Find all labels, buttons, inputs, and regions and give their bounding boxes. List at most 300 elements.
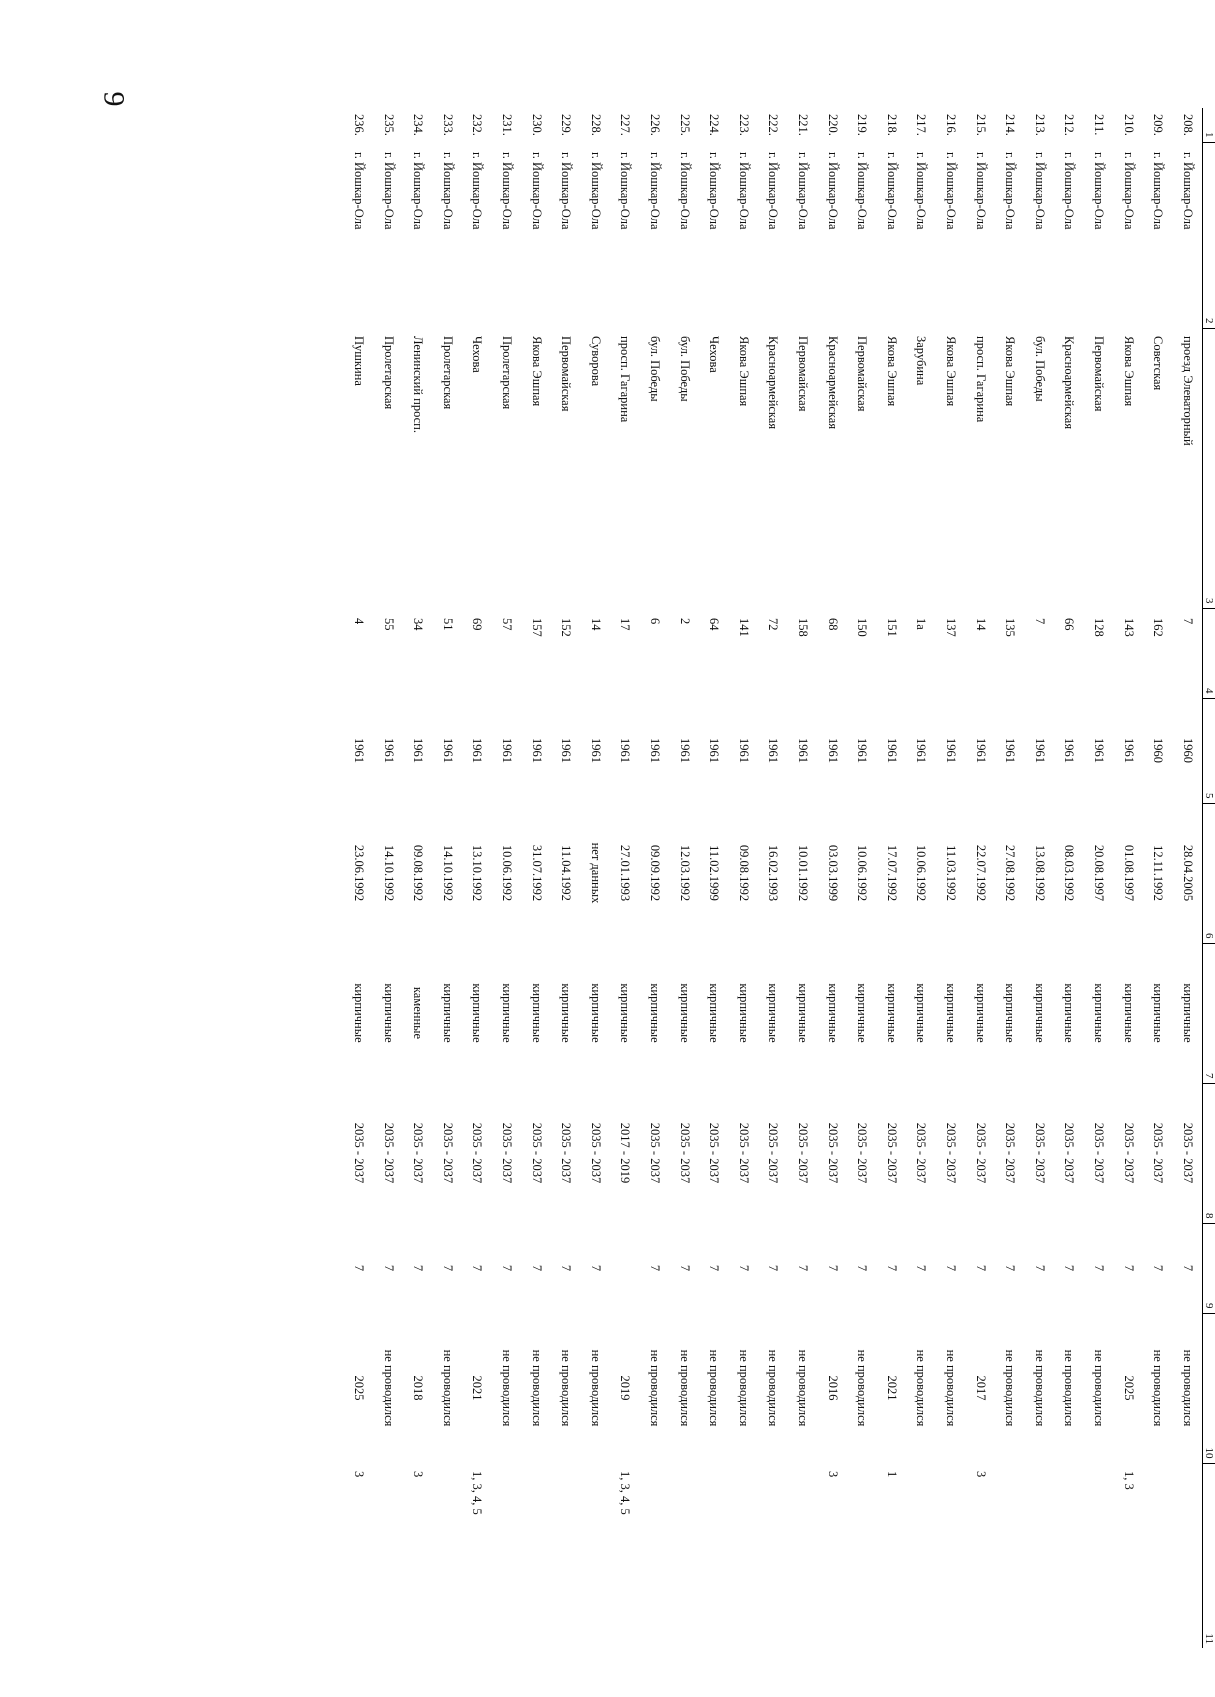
year-built-cell: 1961 bbox=[470, 738, 485, 763]
table-row bbox=[817, 108, 847, 1648]
row-number-cell: 217. bbox=[914, 114, 929, 136]
survey-date-cell: 10.01.1992 bbox=[795, 844, 810, 902]
repair-type-cell: 7 bbox=[914, 1264, 929, 1272]
last-repair-cell: не проводился bbox=[381, 1349, 396, 1427]
row-number-cell: 228. bbox=[588, 114, 603, 136]
wall-material-cell: кирпичные bbox=[736, 983, 751, 1043]
planned-repair-period-cell: 2035 - 2037 bbox=[470, 1122, 485, 1184]
last-repair-cell: не проводился bbox=[648, 1349, 663, 1427]
wall-material-cell: кирпичные bbox=[884, 983, 899, 1043]
last-repair-cell: не проводился bbox=[707, 1349, 722, 1427]
planned-repair-period-cell: 2017 - 2019 bbox=[618, 1122, 633, 1184]
wall-material-cell: кирпичные bbox=[825, 983, 840, 1043]
wall-material-cell: кирпичные bbox=[588, 983, 603, 1043]
street-cell: Зарубина bbox=[914, 336, 929, 386]
city-cell: г. Йошкар-Ола bbox=[618, 152, 633, 230]
house-number-cell: 69 bbox=[470, 618, 485, 631]
street-cell: Первомайская bbox=[855, 336, 870, 412]
year-built-cell: 1961 bbox=[884, 738, 899, 763]
repair-works-cell bbox=[788, 1463, 818, 1648]
table-row bbox=[581, 108, 611, 1648]
row-number-cell: 208. bbox=[1180, 114, 1195, 136]
street-cell: просп. Гагарина bbox=[973, 336, 988, 423]
table-row bbox=[669, 108, 699, 1648]
planned-repair-period-cell: 2035 - 2037 bbox=[1121, 1122, 1136, 1184]
row-number-cell: 213. bbox=[1032, 114, 1047, 136]
repair-type-cell: 7 bbox=[352, 1264, 367, 1272]
repair-works-cell: 3 bbox=[411, 1471, 426, 1478]
column-number-header: 2 bbox=[1203, 142, 1215, 328]
row-number-cell: 234. bbox=[411, 114, 426, 136]
city-cell: г. Йошкар-Ола bbox=[1032, 152, 1047, 230]
wall-material-cell: кирпичные bbox=[943, 983, 958, 1043]
last-repair-cell: 2025 bbox=[1121, 1375, 1136, 1401]
repair-type-cell: 7 bbox=[1032, 1264, 1047, 1272]
city-cell: г. Йошкар-Ола bbox=[795, 152, 810, 230]
last-repair-cell: не проводился bbox=[559, 1349, 574, 1427]
street-cell: Чехова bbox=[470, 336, 485, 373]
repair-works-cell: 3 bbox=[973, 1471, 988, 1478]
repair-type-cell bbox=[610, 1223, 640, 1313]
city-cell: г. Йошкар-Ола bbox=[943, 152, 958, 230]
survey-date-cell: 13.08.1992 bbox=[1032, 844, 1047, 902]
repair-type-cell: 7 bbox=[855, 1264, 870, 1272]
row-number-cell: 219. bbox=[855, 114, 870, 136]
year-built-cell: 1960 bbox=[1151, 738, 1166, 763]
street-cell: Первомайская bbox=[559, 336, 574, 412]
house-number-cell: 7 bbox=[1032, 618, 1047, 625]
row-number-cell: 215. bbox=[973, 114, 988, 136]
house-number-cell: 55 bbox=[381, 618, 396, 631]
repair-works-cell bbox=[729, 1463, 759, 1648]
house-number-cell: 68 bbox=[825, 618, 840, 631]
table-row bbox=[729, 108, 759, 1648]
year-built-cell: 1961 bbox=[500, 738, 515, 763]
year-built-cell: 1961 bbox=[943, 738, 958, 763]
repair-works-cell bbox=[995, 1463, 1025, 1648]
row-number-cell: 226. bbox=[648, 114, 663, 136]
repair-works-cell: 1, 3, 4, 5 bbox=[618, 1471, 633, 1515]
wall-material-cell: кирпичные bbox=[677, 983, 692, 1043]
planned-repair-period-cell: 2035 - 2037 bbox=[500, 1122, 515, 1184]
year-built-cell: 1961 bbox=[352, 738, 367, 763]
city-cell: г. Йошкар-Ола bbox=[736, 152, 751, 230]
house-number-cell: 150 bbox=[855, 618, 870, 637]
wall-material-cell: кирпичные bbox=[470, 983, 485, 1043]
row-number-cell: 216. bbox=[943, 114, 958, 136]
last-repair-cell: не проводился bbox=[736, 1349, 751, 1427]
year-built-cell: 1961 bbox=[707, 738, 722, 763]
wall-material-cell: кирпичные bbox=[440, 983, 455, 1043]
last-repair-cell: 2018 bbox=[411, 1375, 426, 1401]
repair-works-cell bbox=[1024, 1463, 1054, 1648]
last-repair-cell: не проводился bbox=[1151, 1349, 1166, 1427]
last-repair-cell: не проводился bbox=[440, 1349, 455, 1427]
repair-type-cell: 7 bbox=[766, 1264, 781, 1272]
repair-works-cell: 3 bbox=[352, 1471, 367, 1478]
year-built-cell: 1961 bbox=[766, 738, 781, 763]
survey-date-cell: 20.08.1997 bbox=[1091, 844, 1106, 902]
city-cell: г. Йошкар-Ола bbox=[914, 152, 929, 230]
house-number-cell: 162 bbox=[1151, 618, 1166, 637]
repair-works-cell bbox=[1054, 1463, 1084, 1648]
planned-repair-period-cell: 2035 - 2037 bbox=[588, 1122, 603, 1184]
city-cell: г. Йошкар-Ола bbox=[1091, 152, 1106, 230]
housing-registry-table bbox=[344, 108, 1215, 1648]
house-number-cell: 57 bbox=[500, 618, 515, 631]
year-built-cell: 1961 bbox=[736, 738, 751, 763]
table-row bbox=[758, 108, 788, 1648]
street-cell: Пролетарская bbox=[500, 336, 515, 410]
survey-date-cell: 23.06.1992 bbox=[352, 844, 367, 902]
house-number-cell: 128 bbox=[1091, 618, 1106, 637]
street-cell: Якова Эшпая bbox=[1121, 336, 1136, 407]
house-number-cell: 7 bbox=[1180, 618, 1195, 625]
repair-works-cell: 1, 3 bbox=[1121, 1471, 1136, 1490]
planned-repair-period-cell: 2035 - 2037 bbox=[795, 1122, 810, 1184]
repair-works-cell bbox=[433, 1463, 463, 1648]
planned-repair-period-cell: 2035 - 2037 bbox=[352, 1122, 367, 1184]
city-cell: г. Йошкар-Ола bbox=[529, 152, 544, 230]
repair-type-cell: 7 bbox=[707, 1264, 722, 1272]
street-cell: Красноармейская bbox=[825, 336, 840, 430]
year-built-cell: 1961 bbox=[825, 738, 840, 763]
year-built-cell: 1961 bbox=[1121, 738, 1136, 763]
column-number-header: 4 bbox=[1203, 608, 1215, 698]
row-number-cell: 211. bbox=[1091, 114, 1106, 136]
table-row bbox=[699, 108, 729, 1648]
row-number-cell: 233. bbox=[440, 114, 455, 136]
repair-works-cell: 3 bbox=[825, 1471, 840, 1478]
planned-repair-period-cell: 2035 - 2037 bbox=[736, 1122, 751, 1184]
city-cell: г. Йошкар-Ола bbox=[1180, 152, 1195, 230]
column-number-header: 9 bbox=[1203, 1223, 1215, 1313]
repair-works-cell bbox=[551, 1463, 581, 1648]
repair-type-cell: 7 bbox=[529, 1264, 544, 1272]
wall-material-cell: кирпичные bbox=[766, 983, 781, 1043]
survey-date-cell: 16.02.1993 bbox=[766, 844, 781, 902]
house-number-cell: 152 bbox=[559, 618, 574, 637]
house-number-cell: 66 bbox=[1062, 618, 1077, 631]
house-number-cell: 64 bbox=[707, 618, 722, 631]
planned-repair-period-cell: 2035 - 2037 bbox=[381, 1122, 396, 1184]
street-cell: Якова Эшпая bbox=[943, 336, 958, 407]
repair-type-cell: 7 bbox=[1180, 1264, 1195, 1272]
street-cell: Первомайская bbox=[795, 336, 810, 412]
repair-type-cell: 7 bbox=[825, 1264, 840, 1272]
row-number-cell: 218. bbox=[884, 114, 899, 136]
table-row bbox=[876, 108, 906, 1648]
last-repair-cell: не проводился bbox=[855, 1349, 870, 1427]
wall-material-cell: кирпичные bbox=[381, 983, 396, 1043]
repair-works-cell bbox=[640, 1463, 670, 1648]
survey-date-cell: 28.04.2005 bbox=[1180, 844, 1195, 902]
row-number-cell: 225. bbox=[677, 114, 692, 136]
year-built-cell: 1961 bbox=[1003, 738, 1018, 763]
wall-material-cell: кирпичные bbox=[559, 983, 574, 1043]
table-row bbox=[610, 108, 640, 1648]
survey-date-cell: 14.10.1992 bbox=[381, 844, 396, 902]
column-number-header: 5 bbox=[1203, 698, 1215, 803]
street-cell: Якова Эшпая bbox=[529, 336, 544, 407]
repair-type-cell: 7 bbox=[943, 1264, 958, 1272]
planned-repair-period-cell: 2035 - 2037 bbox=[1091, 1122, 1106, 1184]
table-row bbox=[936, 108, 966, 1648]
table-row bbox=[403, 108, 433, 1648]
street-cell: проезд Элеваторный bbox=[1180, 336, 1195, 446]
wall-material-cell: кирпичные bbox=[1032, 983, 1047, 1043]
city-cell: г. Йошкар-Ола bbox=[559, 152, 574, 230]
repair-type-cell: 7 bbox=[440, 1264, 455, 1272]
repair-works-cell bbox=[906, 1463, 936, 1648]
wall-material-cell: кирпичные bbox=[1091, 983, 1106, 1043]
city-cell: г. Йошкар-Ола bbox=[411, 152, 426, 230]
street-cell: Ленинский просп. bbox=[411, 336, 426, 433]
house-number-cell: 14 bbox=[973, 618, 988, 631]
street-cell: Красноармейская bbox=[766, 336, 781, 430]
wall-material-cell: кирпичные bbox=[795, 983, 810, 1043]
row-number-cell: 209. bbox=[1151, 114, 1166, 136]
repair-works-cell bbox=[1084, 1463, 1114, 1648]
planned-repair-period-cell: 2035 - 2037 bbox=[648, 1122, 663, 1184]
house-number-cell: 151 bbox=[884, 618, 899, 637]
street-cell: просп. Гагарина bbox=[618, 336, 633, 423]
wall-material-cell: кирпичные bbox=[914, 983, 929, 1043]
wall-material-cell: кирпичные bbox=[855, 983, 870, 1043]
last-repair-cell: не проводился bbox=[914, 1349, 929, 1427]
street-cell: Якова Эшпая bbox=[884, 336, 899, 407]
planned-repair-period-cell: 2035 - 2037 bbox=[707, 1122, 722, 1184]
year-built-cell: 1961 bbox=[795, 738, 810, 763]
last-repair-cell: не проводился bbox=[1003, 1349, 1018, 1427]
year-built-cell: 1961 bbox=[588, 738, 603, 763]
wall-material-cell: каменные bbox=[411, 986, 426, 1040]
house-number-cell: 158 bbox=[795, 618, 810, 637]
table-row bbox=[1054, 108, 1084, 1648]
city-cell: г. Йошкар-Ола bbox=[470, 152, 485, 230]
repair-works-cell: 1 bbox=[884, 1471, 899, 1478]
survey-date-cell: 14.10.1992 bbox=[440, 844, 455, 902]
city-cell: г. Йошкар-Ола bbox=[1003, 152, 1018, 230]
row-number-cell: 229. bbox=[559, 114, 574, 136]
survey-date-cell: 09.09.1992 bbox=[648, 844, 663, 902]
repair-type-cell: 7 bbox=[1121, 1264, 1136, 1272]
table-row bbox=[373, 108, 403, 1648]
table-row bbox=[965, 108, 995, 1648]
house-number-cell: 141 bbox=[736, 618, 751, 637]
repair-type-cell: 7 bbox=[1151, 1264, 1166, 1272]
repair-type-cell: 7 bbox=[381, 1264, 396, 1272]
planned-repair-period-cell: 2035 - 2037 bbox=[943, 1122, 958, 1184]
table-row bbox=[433, 108, 463, 1648]
table-row bbox=[995, 108, 1025, 1648]
repair-type-cell: 7 bbox=[677, 1264, 692, 1272]
city-cell: г. Йошкар-Ола bbox=[1151, 152, 1166, 230]
column-number-header: 3 bbox=[1203, 328, 1215, 608]
planned-repair-period-cell: 2035 - 2037 bbox=[1032, 1122, 1047, 1184]
house-number-cell: 51 bbox=[440, 618, 455, 631]
survey-date-cell: 22.07.1992 bbox=[973, 844, 988, 902]
row-number-cell: 222. bbox=[766, 114, 781, 136]
repair-type-cell: 7 bbox=[973, 1264, 988, 1272]
year-built-cell: 1961 bbox=[618, 738, 633, 763]
table-row bbox=[906, 108, 936, 1648]
house-number-cell: 135 bbox=[1003, 618, 1018, 637]
house-number-cell: 143 bbox=[1121, 618, 1136, 637]
last-repair-cell: не проводился bbox=[1062, 1349, 1077, 1427]
table-row bbox=[1113, 108, 1143, 1648]
street-cell: Якова Эшпая bbox=[736, 336, 751, 407]
street-cell: Чехова bbox=[707, 336, 722, 373]
table-row bbox=[462, 108, 492, 1648]
year-built-cell: 1961 bbox=[914, 738, 929, 763]
street-cell: Красноармейская bbox=[1062, 336, 1077, 430]
repair-works-cell bbox=[373, 1463, 403, 1648]
street-cell: бул. Победы bbox=[648, 336, 663, 402]
year-built-cell: 1961 bbox=[855, 738, 870, 763]
repair-works-cell bbox=[669, 1463, 699, 1648]
house-number-cell: 2 bbox=[677, 618, 692, 625]
column-number-header: 8 bbox=[1203, 1083, 1215, 1223]
table-row bbox=[344, 108, 374, 1648]
house-number-cell: 17 bbox=[618, 618, 633, 631]
page-number: 9 bbox=[97, 91, 131, 107]
last-repair-cell: не проводился bbox=[943, 1349, 958, 1427]
survey-date-cell: 10.06.1992 bbox=[500, 844, 515, 902]
wall-material-cell: кирпичные bbox=[707, 983, 722, 1043]
city-cell: г. Йошкар-Ола bbox=[440, 152, 455, 230]
last-repair-cell: 2017 bbox=[973, 1375, 988, 1401]
last-repair-cell: 2016 bbox=[825, 1375, 840, 1401]
survey-date-cell: 11.03.1992 bbox=[943, 845, 958, 901]
city-cell: г. Йошкар-Ола bbox=[1062, 152, 1077, 230]
street-cell: бул. Победы bbox=[1032, 336, 1047, 402]
table-row bbox=[1172, 108, 1202, 1648]
year-built-cell: 1961 bbox=[559, 738, 574, 763]
survey-date-cell: 09.08.1992 bbox=[736, 844, 751, 902]
year-built-cell: 1961 bbox=[648, 738, 663, 763]
last-repair-cell: не проводился bbox=[529, 1349, 544, 1427]
table-row bbox=[1024, 108, 1054, 1648]
city-cell: г. Йошкар-Ола bbox=[707, 152, 722, 230]
repair-works-cell bbox=[1143, 1463, 1173, 1648]
repair-type-cell: 7 bbox=[411, 1264, 426, 1272]
table-row bbox=[492, 108, 522, 1648]
wall-material-cell: кирпичные bbox=[973, 983, 988, 1043]
wall-material-cell: кирпичные bbox=[1062, 983, 1077, 1043]
street-cell: Первомайская bbox=[1091, 336, 1106, 412]
table-row bbox=[551, 108, 581, 1648]
table-row bbox=[1084, 108, 1114, 1648]
repair-works-cell bbox=[699, 1463, 729, 1648]
last-repair-cell: не проводился bbox=[677, 1349, 692, 1427]
table-row bbox=[1143, 108, 1173, 1648]
table-body bbox=[344, 108, 1203, 1648]
table-row bbox=[788, 108, 818, 1648]
year-built-cell: 1961 bbox=[973, 738, 988, 763]
row-number-cell: 231. bbox=[500, 114, 515, 136]
table-header-row bbox=[1203, 108, 1215, 1648]
house-number-cell: 1а bbox=[914, 618, 929, 630]
repair-type-cell: 7 bbox=[1062, 1264, 1077, 1272]
row-number-cell: 210. bbox=[1121, 114, 1136, 136]
last-repair-cell: не проводился bbox=[588, 1349, 603, 1427]
wall-material-cell: кирпичные bbox=[529, 983, 544, 1043]
repair-works-cell bbox=[492, 1463, 522, 1648]
year-built-cell: 1961 bbox=[1062, 738, 1077, 763]
house-number-cell: 34 bbox=[411, 618, 426, 631]
repair-works-cell bbox=[936, 1463, 966, 1648]
planned-repair-period-cell: 2035 - 2037 bbox=[884, 1122, 899, 1184]
house-number-cell: 4 bbox=[352, 618, 367, 625]
city-cell: г. Йошкар-Ола bbox=[677, 152, 692, 230]
row-number-cell: 232. bbox=[470, 114, 485, 136]
city-cell: г. Йошкар-Ола bbox=[352, 152, 367, 230]
house-number-cell: 6 bbox=[648, 618, 663, 625]
year-built-cell: 1961 bbox=[1091, 738, 1106, 763]
year-built-cell: 1961 bbox=[1032, 738, 1047, 763]
row-number-cell: 221. bbox=[795, 114, 810, 136]
repair-type-cell: 7 bbox=[648, 1264, 663, 1272]
survey-date-cell: 11.02.1999 bbox=[707, 845, 722, 901]
planned-repair-period-cell: 2035 - 2037 bbox=[1151, 1122, 1166, 1184]
street-cell: Пушкина bbox=[352, 336, 367, 386]
planned-repair-period-cell: 2035 - 2037 bbox=[440, 1122, 455, 1184]
last-repair-cell: не проводился bbox=[766, 1349, 781, 1427]
row-number-cell: 223. bbox=[736, 114, 751, 136]
table-row bbox=[640, 108, 670, 1648]
house-number-cell: 137 bbox=[943, 618, 958, 637]
city-cell: г. Йошкар-Ола bbox=[500, 152, 515, 230]
row-number-cell: 212. bbox=[1062, 114, 1077, 136]
survey-date-cell: нет данных bbox=[588, 842, 603, 904]
survey-date-cell: 12.03.1992 bbox=[677, 844, 692, 902]
row-number-cell: 220. bbox=[825, 114, 840, 136]
city-cell: г. Йошкар-Ола bbox=[825, 152, 840, 230]
street-cell: бул. Победы bbox=[677, 336, 692, 402]
planned-repair-period-cell: 2035 - 2037 bbox=[1062, 1122, 1077, 1184]
street-cell: Якова Эшпая bbox=[1003, 336, 1018, 407]
planned-repair-period-cell: 2035 - 2037 bbox=[825, 1122, 840, 1184]
year-built-cell: 1961 bbox=[677, 738, 692, 763]
planned-repair-period-cell: 2035 - 2037 bbox=[1003, 1122, 1018, 1184]
repair-works-cell bbox=[847, 1463, 877, 1648]
repair-works-cell: 1, 3, 4, 5 bbox=[470, 1471, 485, 1515]
column-number-header: 1 bbox=[1203, 108, 1215, 142]
row-number-cell: 224. bbox=[707, 114, 722, 136]
survey-date-cell: 01.08.1997 bbox=[1121, 844, 1136, 902]
survey-date-cell: 09.08.1992 bbox=[411, 844, 426, 902]
planned-repair-period-cell: 2035 - 2037 bbox=[973, 1122, 988, 1184]
city-cell: г. Йошкар-Ола bbox=[884, 152, 899, 230]
last-repair-cell: не проводился bbox=[1032, 1349, 1047, 1427]
repair-type-cell: 7 bbox=[736, 1264, 751, 1272]
city-cell: г. Йошкар-Ола bbox=[648, 152, 663, 230]
repair-works-cell bbox=[758, 1463, 788, 1648]
row-number-cell: 214. bbox=[1003, 114, 1018, 136]
table-row bbox=[521, 108, 551, 1648]
column-number-header: 11 bbox=[1203, 1463, 1215, 1648]
column-number-header: 10 bbox=[1203, 1313, 1215, 1463]
planned-repair-period-cell: 2035 - 2037 bbox=[855, 1122, 870, 1184]
year-built-cell: 1961 bbox=[381, 738, 396, 763]
row-number-cell: 227. bbox=[618, 114, 633, 136]
column-number-header: 6 bbox=[1203, 803, 1215, 943]
year-built-cell: 1961 bbox=[529, 738, 544, 763]
last-repair-cell: не проводился bbox=[795, 1349, 810, 1427]
row-number-cell: 235. bbox=[381, 114, 396, 136]
wall-material-cell: кирпичные bbox=[500, 983, 515, 1043]
